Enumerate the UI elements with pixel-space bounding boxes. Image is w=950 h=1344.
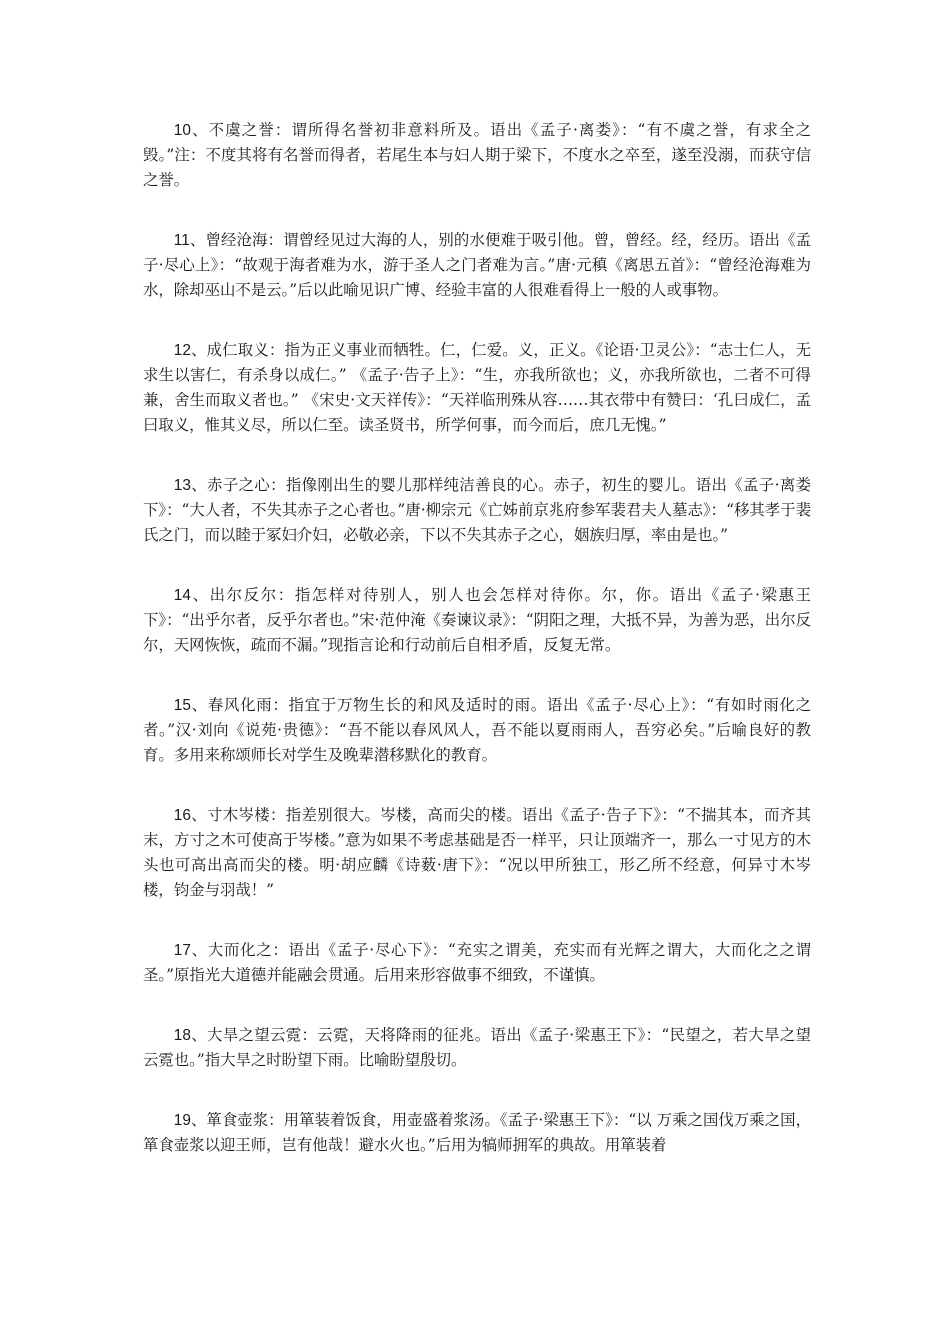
entry-text: 、春风化雨：指宜于万物生长的和风及适时的雨。语出《孟子·尽心上》：“有如时雨化之者。”汉·刘向《说苑·贵德》：“吾不能以春风风人，吾不能以夏雨雨人，吾穷必矣。”后喻良好的教育。多用来称颂师长对学生及晚辈潜移默化的教育。 [143, 696, 811, 764]
entry-text: 、大旱之望云霓：云霓，天将降雨的征兆。语出《孟子·梁惠王下》：“民望之，若大旱之望云霓也。”指大旱之时盼望下雨。比喻盼望殷切。 [143, 1026, 811, 1069]
idiom-entry-15 [143, 693, 811, 768]
entry-number: 13 [173, 477, 191, 494]
entry-text: 、曾经沧海：谓曾经见过大海的人，别的水便难于吸引他。曾，曾经。经，经历。语出《孟子·尽心上》：“故观于海者难为水，游于圣人之门者难为言。”唐·元稹《离思五首》：“曾经沧海难为水，除却巫山不是云。”后以此喻见识广博、经验丰富的人很难看得上一般的人或事物。 [143, 231, 811, 299]
idiom-entry-16 [143, 803, 811, 903]
entry-number: 11 [173, 232, 190, 249]
entry-text: 、箪食壶浆：用箪装着饭食，用壶盛着浆汤。《孟子·梁惠王下》：“以 万乘之国伐万乘之国，箪食壶浆以迎王师，岂有他哉！避水火也。”后用为犒师拥军的典故。用箪装着 [143, 1111, 811, 1154]
entry-number: 16 [173, 807, 191, 824]
entry-number: 14 [173, 587, 191, 604]
entry-text: 、不虞之誉：谓所得名誉初非意料所及。语出《孟子·离娄》：“有不虞之誉，有求全之毁。”注：不度其将有名誉而得者，若尾生本与妇人期于梁下，不度水之卒至，遂至没溺，而获守信之誉。 [143, 121, 811, 189]
idiom-entry-12 [143, 338, 811, 438]
entry-text: 、成仁取义：指为正义事业而牺牲。仁，仁爱。义，正义。《论语·卫灵公》：“志士仁人，无求生以害仁，有杀身以成仁。” 《孟子·告子上》：“生，亦我所欲也；义，亦我所欲也，二者不可得兼，舍生而取义者也。” 《宋史·文天祥传》：“天祥临刑殊从容……其衣带中有赞曰：‘孔曰成仁，孟曰取义，惟其义尽，所以仁至。读圣贤书，所学何事，而今而后，庶几无愧。” [143, 341, 811, 434]
entry-number: 19 [173, 1112, 191, 1129]
idiom-entry-18 [143, 1023, 811, 1073]
entry-number: 12 [173, 342, 191, 359]
entry-number: 10 [173, 122, 191, 139]
entry-number: 18 [173, 1027, 191, 1044]
idiom-entry-13 [143, 473, 811, 548]
entry-text: 、出尔反尔：指怎样对待别人，别人也会怎样对待你。尔，你。语出《孟子·梁惠王下》：“出乎尔者，反乎尔者也。”宋·范仲淹《奏谏议录》：“阴阳之理，大抵不异，为善为恶，出尔反尔，天网恢恢，疏而不漏。”现指言论和行动前后自相矛盾，反复无常。 [143, 586, 811, 654]
document-page [143, 118, 811, 1193]
entry-text: 、寸木岑楼：指差别很大。岑楼，高而尖的楼。语出《孟子·告子下》：“不揣其本，而齐其末，方寸之木可使高于岑楼。”意为如果不考虑基础是否一样平，只让顶端齐一，那么一寸见方的木头也可高出高而尖的楼。明·胡应麟《诗薮·唐下》：“况以甲所独工，形乙所不经意，何异寸木岑楼，钧金与羽哉！” [143, 806, 811, 899]
idiom-entry-14 [143, 583, 811, 658]
idiom-entry-11 [143, 228, 811, 303]
entry-text: 、赤子之心：指像刚出生的婴儿那样纯洁善良的心。赤子，初生的婴儿。语出《孟子·离娄下》：“大人者，不失其赤子之心者也。”唐·柳宗元《亡姊前京兆府参军裴君夫人墓志》：“移其孝于裴氏之门，而以睦于冢妇介妇，必敬必亲，下以不失其赤子之心，姻族归厚，率由是也。” [143, 476, 811, 544]
idiom-entry-17 [143, 938, 811, 988]
idiom-entry-19 [143, 1108, 811, 1158]
idiom-entry-10 [143, 118, 811, 193]
entry-number: 15 [173, 697, 191, 714]
entry-text: 、大而化之：语出《孟子·尽心下》：“充实之谓美，充实而有光辉之谓大，大而化之之谓圣。”原指光大道德并能融会贯通。后用来形容做事不细致，不谨慎。 [143, 941, 811, 984]
entry-number: 17 [173, 942, 191, 959]
